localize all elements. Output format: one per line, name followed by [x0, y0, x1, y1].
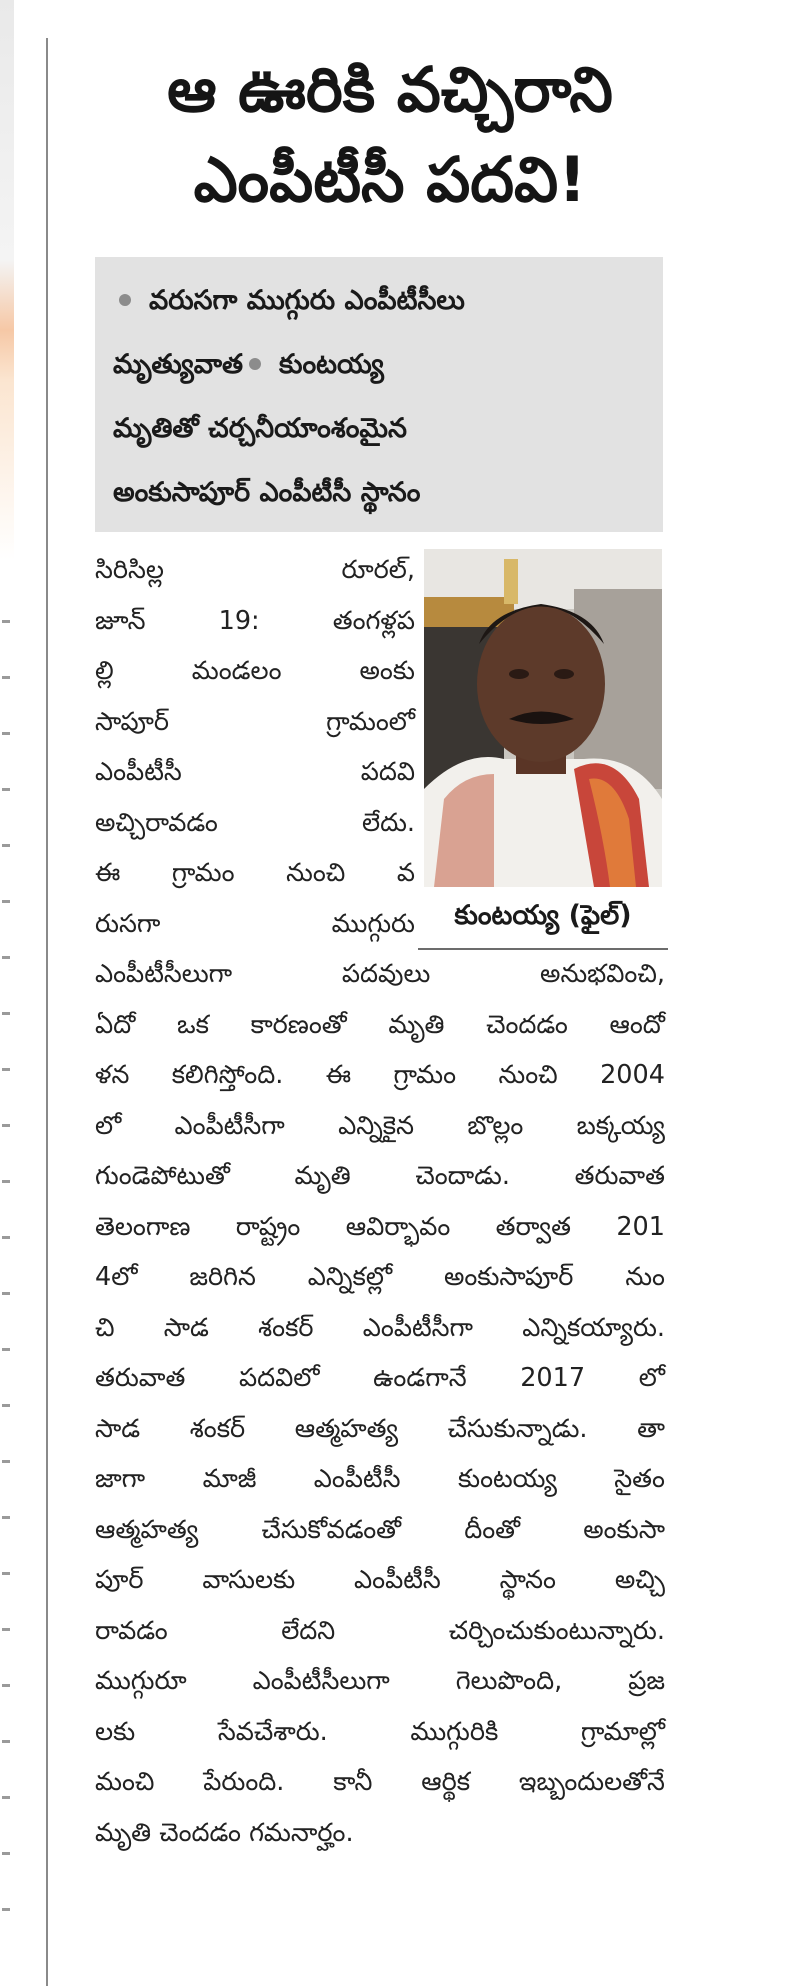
body-word: తరువాత	[95, 1363, 186, 1393]
body-word: వాసులకు	[202, 1565, 296, 1595]
body-word: జాగా	[95, 1464, 146, 1494]
headline	[95, 45, 685, 225]
body-word: జూన్	[95, 605, 146, 636]
body-line	[95, 1404, 665, 1455]
body-word: గ్రామంలో	[326, 706, 415, 737]
body-word: ఆందో	[609, 1009, 665, 1040]
full-width-lines	[95, 949, 665, 1808]
body-word: పదవి	[360, 757, 415, 787]
body-word: జరిగిన	[189, 1262, 256, 1292]
body-word: ఎంపీటీసీ	[313, 1464, 401, 1494]
body-word: సిరిసిల్ల	[95, 555, 165, 585]
body-word: గ్రామాల్లో	[580, 1716, 665, 1747]
adjacent-page-text-fragments	[2, 620, 10, 1920]
body-word: ఉండగానే	[373, 1363, 467, 1393]
body-word: ళన	[95, 1060, 130, 1090]
narrow-column-lines	[95, 545, 665, 949]
body-word: తంగళ్లప	[332, 605, 415, 636]
column-divider	[46, 38, 48, 1986]
body-word: ఒక	[176, 1009, 209, 1040]
body-word: ఎన్నికైన	[338, 1110, 415, 1141]
body-word: తరువాత	[574, 1161, 665, 1191]
body-line	[95, 1303, 665, 1354]
body-line	[95, 1555, 665, 1606]
body-word: ఏదో	[95, 1009, 136, 1040]
body-line	[95, 899, 415, 950]
body-line	[95, 1252, 665, 1303]
body-word: శంకర్	[258, 1312, 314, 1343]
body-line	[95, 596, 415, 647]
body-word: అంకుసా	[583, 1514, 665, 1545]
body-word: రుసగా	[95, 908, 161, 939]
article-body	[95, 545, 665, 1858]
subheadline-box	[95, 257, 663, 532]
body-line	[95, 1101, 665, 1152]
body-line	[95, 798, 415, 849]
body-word: మృతి	[388, 1009, 445, 1040]
body-word: గెలుపొంది,	[455, 1666, 563, 1696]
body-word: చెందడం	[486, 1009, 568, 1040]
body-word: తా	[637, 1413, 665, 1444]
body-word: ఈ	[325, 1060, 352, 1090]
body-word: లేదని	[281, 1615, 336, 1646]
body-word: చెందాడు.	[415, 1161, 510, 1191]
deck-line	[113, 269, 647, 333]
body-line	[95, 949, 665, 1000]
body-word: లేదు.	[361, 807, 415, 838]
body-line	[95, 1202, 665, 1253]
body-word: తర్వాత	[495, 1211, 571, 1242]
body-word: ఎన్నికయ్యారు.	[522, 1312, 665, 1343]
deck-line: మృతితో చర్చనీయాంశంమైన	[113, 413, 407, 444]
body-word: కుంటయ్య	[457, 1464, 557, 1494]
body-word: అచ్చి	[614, 1565, 665, 1595]
deck-text: కుంటయ్య	[279, 349, 384, 380]
body-line	[95, 1505, 665, 1556]
body-word: అంకు	[359, 656, 415, 686]
body-word: ఇబ్బందులతోనే	[518, 1767, 665, 1797]
body-word: 2004	[600, 1060, 665, 1090]
body-word: చేసుకోవడంతో	[261, 1514, 402, 1545]
body-word: ముగ్గురు	[331, 908, 415, 939]
body-word: ఎంపీటీసీలుగా	[95, 959, 233, 989]
body-word: వ	[396, 858, 415, 888]
body-word: నుంచి	[286, 858, 346, 888]
body-word: సాపూర్	[95, 706, 170, 737]
body-word: ఎంపీటీసీలుగా	[252, 1666, 390, 1696]
body-word: అంకుసాపూర్	[443, 1262, 574, 1292]
body-word: మాజీ	[202, 1464, 257, 1494]
body-word: దీంతో	[464, 1514, 521, 1545]
body-word: మంచి	[95, 1767, 155, 1797]
body-line: మృతి చెందడం గమనార్హం.	[95, 1817, 354, 1848]
body-word: లో	[638, 1363, 665, 1393]
body-line	[95, 1000, 665, 1051]
body-word: ఆర్థిక	[421, 1767, 471, 1797]
deck-text: మృత్యువాత	[113, 349, 244, 380]
body-word: ఎంపీటీసీగా	[362, 1312, 474, 1343]
body-word: పదవిలో	[238, 1363, 320, 1393]
body-word: చర్చించుకుంటున్నారు.	[448, 1615, 665, 1646]
deck-text: వరుసగా ముగ్గురు ఎంపీటీసీలు	[149, 285, 465, 316]
body-word: ఎంపీటీసీగా	[174, 1110, 285, 1141]
bullet-icon	[249, 358, 261, 370]
body-word: స్థానం	[499, 1565, 556, 1595]
body-word: రాష్ట్రం	[235, 1211, 301, 1242]
body-line	[95, 1353, 665, 1404]
body-word: మృతి	[294, 1161, 351, 1191]
body-word: మండలం	[191, 656, 282, 686]
body-word: ఆత్మహత్య	[294, 1413, 399, 1444]
body-word: కలిగిస్తోంది.	[171, 1060, 284, 1090]
body-word: గ్రామం	[171, 858, 235, 888]
body-line	[95, 1707, 665, 1758]
body-word: ల్లి	[95, 656, 114, 686]
body-word: 2017	[520, 1363, 586, 1393]
body-line	[95, 697, 415, 748]
body-word: నుం	[625, 1262, 665, 1292]
body-word: కానీ	[333, 1767, 373, 1797]
body-word: నుంచి	[498, 1060, 558, 1090]
body-word: ఈ	[95, 858, 121, 888]
body-word: సేవచేశారు.	[217, 1716, 328, 1747]
body-word: ప్రజ	[628, 1666, 665, 1696]
deck-line: అంకుసాపూర్ ఎంపీటీసీ స్థానం	[113, 477, 421, 508]
body-word: ఆవిర్భావం	[345, 1211, 451, 1242]
body-word: చి	[95, 1312, 115, 1343]
body-word: సాడ	[95, 1413, 141, 1444]
body-line	[95, 1454, 665, 1505]
body-line	[95, 1050, 665, 1101]
body-word: కారణంతో	[250, 1009, 347, 1040]
body-word: బక్కయ్య	[576, 1110, 665, 1141]
body-line	[95, 1757, 665, 1808]
body-word: శంకర్	[189, 1413, 246, 1444]
headline-line-1: ఆ ఊరికి వచ్చిరాని	[167, 53, 613, 126]
body-word: గుండెపోటుతో	[95, 1161, 230, 1191]
body-line	[95, 545, 415, 596]
body-word: 201	[616, 1211, 665, 1242]
body-word: 4లో	[95, 1262, 138, 1292]
body-word: ఎన్నికల్లో	[307, 1262, 393, 1292]
body-word: ఎంపీటీసీ	[354, 1565, 441, 1595]
body-word: ముగ్గురూ	[95, 1666, 187, 1696]
body-word: గ్రామం	[393, 1060, 457, 1090]
body-word: సాడ	[163, 1312, 209, 1343]
body-line	[95, 1656, 665, 1707]
body-word: రూరల్,	[341, 555, 415, 585]
body-word: 19:	[218, 605, 260, 636]
body-word: ఆత్మహత్య	[95, 1514, 199, 1545]
body-word: పూర్	[95, 1565, 144, 1595]
body-word: తెలంగాణ	[95, 1211, 191, 1242]
body-word: పేరుంది.	[203, 1767, 285, 1797]
body-line	[95, 747, 415, 798]
body-word: బొల్లం	[467, 1110, 524, 1141]
body-word: సైతం	[614, 1464, 665, 1494]
bullet-icon	[119, 294, 131, 306]
body-word: లో	[95, 1110, 122, 1141]
body-word: ముగ్గురికి	[410, 1716, 499, 1747]
body-word: పదవులు	[341, 959, 431, 989]
body-line	[95, 646, 415, 697]
photo-caption: కుంటయ్య (ఫైల్)	[418, 900, 668, 950]
body-word: లకు	[95, 1716, 136, 1747]
body-line	[95, 1606, 665, 1657]
body-word: చేసుకున్నాడు.	[447, 1413, 588, 1444]
deck-line	[113, 333, 647, 397]
body-line	[95, 848, 415, 899]
body-word: అనుభవించి,	[540, 959, 665, 989]
body-line	[95, 1151, 665, 1202]
body-word: ఎంపీటీసీ	[95, 757, 182, 787]
headline-line-2: ఎంపీటీసీ పదవి!	[193, 143, 587, 216]
body-word: అచ్చిరావడం	[95, 807, 218, 838]
body-word: రావడం	[95, 1615, 168, 1646]
